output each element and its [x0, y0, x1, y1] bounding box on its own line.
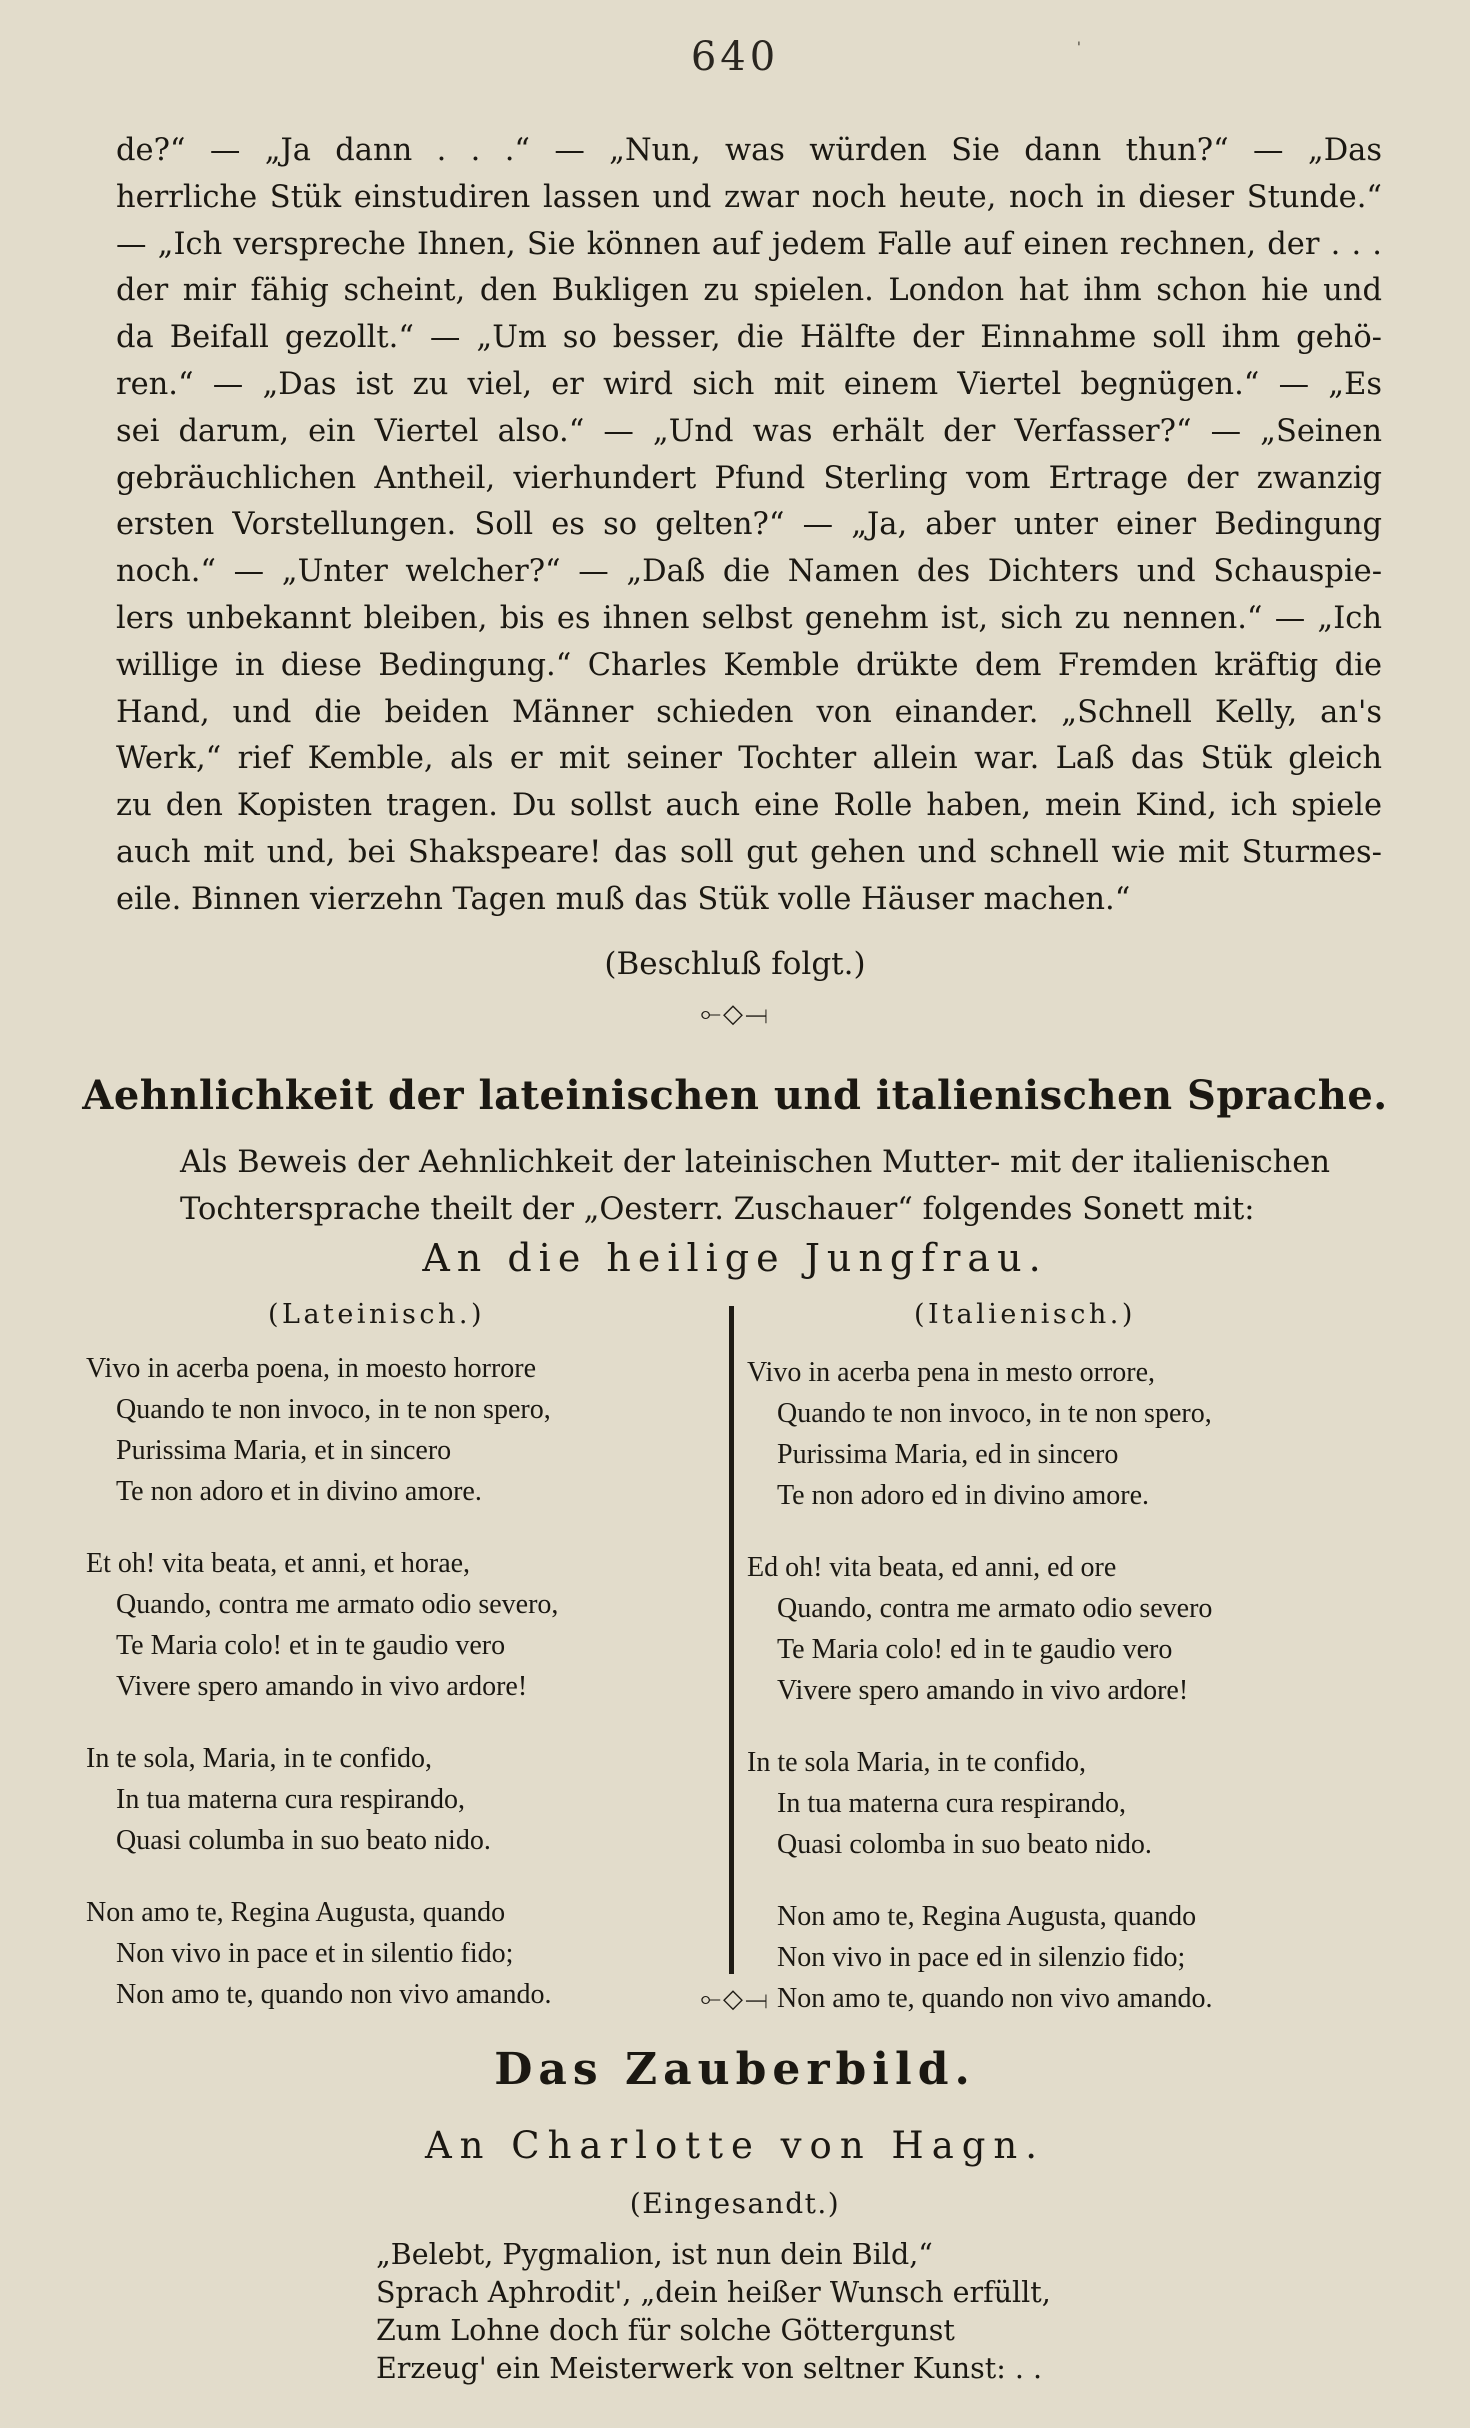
verse-line: Quando te non invoco, in te non spero,	[777, 1398, 1212, 1429]
stanza	[86, 1543, 722, 1707]
stanza	[747, 1742, 1387, 1865]
article-title: Aehnlichkeit der lateinischen und italienischen Sprache.	[82, 1072, 1388, 1119]
verse-line: Quando, contra me armato odio severo	[777, 1593, 1213, 1624]
sonnet-title: An die heilige Jungfrau.	[422, 1236, 1048, 1280]
latin-sonnet	[86, 1348, 722, 2046]
prose-line: der mir fähig scheint, den Bukligen zu spielen. London hat ihm schon hie und	[116, 273, 1382, 309]
ornament-divider-icon: ⟜◇⟞	[700, 999, 770, 1029]
prose-line: gebräuchlichen Antheil, vierhundert Pfund Sterling vom Ertrage der zwanzig	[116, 460, 1382, 496]
intro-line: Als Beweis der Aehnlichkeit der lateinischen Mutter- mit der italienischen	[180, 1145, 1330, 1180]
poem-verse	[376, 2236, 1051, 2388]
verse-line: Vivere spero amando in vivo ardore!	[777, 1675, 1189, 1706]
prose-line: Werk,“ rief Kemble, als er mit seiner Tochter allein war. Laß das Stük gleich	[116, 741, 1382, 777]
poem-title: Das Zauberbild.	[494, 2044, 976, 2095]
verse-line: Quasi columba in suo beato nido.	[116, 1825, 491, 1856]
verse-line: Vivere spero amando in vivo ardore!	[116, 1671, 528, 1702]
verse-line: Purissima Maria, et in sincero	[116, 1435, 452, 1466]
prose-line: noch.“ — „Unter welcher?“ — „Daß die Namen des Dichters und Schauspie-	[116, 554, 1382, 590]
latin-column-heading: (Lateinisch.)	[268, 1299, 486, 1330]
verse-line: Non vivo in pace et in silentio fido;	[116, 1938, 514, 1969]
verse-line: Zum Lohne doch für solche Göttergunst	[376, 2314, 955, 2347]
prose-line: sei darum, ein Viertel also.“ — „Und was erhält der Verfasser?“ — „Seinen	[116, 413, 1382, 449]
verse-line: Vivo in acerba poena, in moesto horrore	[86, 1353, 537, 1384]
prose-line: herrliche Stük einstudiren lassen und zwar noch heute, noch in dieser Stunde.“	[116, 179, 1382, 215]
verse-line: Sprach Aphrodit', „dein heißer Wunsch erfüllt,	[376, 2276, 1051, 2309]
page-number: 640	[690, 34, 780, 80]
verse-line: Non amo te, Regina Augusta, quando	[777, 1901, 1197, 1932]
verse-line: In tua materna cura respirando,	[777, 1788, 1127, 1819]
story-continuation-text	[116, 128, 1382, 924]
verse-line: Te Maria colo! ed in te gaudio vero	[777, 1634, 1173, 1665]
verse-line: In te sola Maria, in te confido,	[747, 1747, 1087, 1778]
stanza	[86, 1738, 722, 1861]
verse-line: Purissima Maria, ed in sincero	[777, 1439, 1119, 1470]
poem-dedication: An Charlotte von Hagn.	[424, 2124, 1046, 2167]
verse-line: Non vivo in pace ed in silenzio fido;	[777, 1942, 1186, 1973]
submitted-note: (Eingesandt.)	[629, 2187, 841, 2220]
prose-line: — „Ich verspreche Ihnen, Sie können auf jedem Falle auf einen rechnen, der . . .	[116, 226, 1382, 262]
intro-line: Tochtersprache theilt der „Oesterr. Zuschauer“ folgendes Sonett mit:	[180, 1191, 1255, 1227]
verse-line: Quasi colomba in suo beato nido.	[777, 1829, 1152, 1860]
prose-line: ren.“ — „Das ist zu viel, er wird sich mit einem Viertel begnügen.“ — „Es	[116, 366, 1382, 402]
verse-line: In tua materna cura respirando,	[116, 1784, 466, 1815]
verse-line: Et oh! vita beata, et anni, et horae,	[86, 1548, 471, 1579]
prose-line: willige in diese Bedingung.“ Charles Kemble drükte dem Fremden kräftig die	[116, 647, 1382, 683]
prose-line: lers unbekannt bleiben, bis es ihnen selbst genehm ist, sich zu nennen.“ — „Ich	[116, 600, 1382, 636]
verse-line: Te Maria colo! et in te gaudio vero	[116, 1630, 506, 1661]
prose-line: da Beifall gezollt.“ — „Um so besser, die Hälfte der Einnahme soll ihm gehö-	[116, 320, 1382, 356]
article-intro	[180, 1140, 1330, 1234]
print-speck: '	[1077, 40, 1081, 56]
stanza	[86, 1348, 722, 1512]
verse-line: Te non adoro ed in divino amore.	[777, 1480, 1150, 1511]
prose-line: de?“ — „Ja dann . . .“ — „Nun, was würden Sie dann thun?“ — „Das	[116, 133, 1382, 168]
verse-line: Te non adoro et in divino amore.	[116, 1476, 482, 1507]
prose-line: zu den Kopisten tragen. Du sollst auch eine Rolle haben, mein Kind, ich spiele	[116, 788, 1382, 824]
verse-line: Non amo te, quando non vivo amando.	[116, 1979, 552, 2010]
ornament-divider-icon: ⟜◇⟞	[700, 1984, 770, 2014]
verse-line: Non amo te, Regina Augusta, quando	[86, 1897, 506, 1928]
stanza	[747, 1547, 1387, 1711]
verse-line: Ed oh! vita beata, ed anni, ed ore	[747, 1552, 1117, 1583]
italian-column-heading: (Italienisch.)	[914, 1299, 1136, 1330]
column-divider	[729, 1306, 734, 1974]
verse-line: Non amo te, quando non vivo amando.	[777, 1983, 1213, 2014]
prose-line: auch mit und, bei Shakspeare! das soll gut gehen und schnell wie mit Sturmes-	[116, 834, 1382, 870]
verse-line: In te sola, Maria, in te confido,	[86, 1743, 433, 1774]
italian-sonnet	[747, 1352, 1387, 2050]
prose-line: Hand, und die beiden Männer schieden von einander. „Schnell Kelly, an's	[116, 694, 1382, 730]
verse-line: „Belebt, Pygmalion, ist nun dein Bild,“	[376, 2238, 933, 2271]
prose-line: eile. Binnen vierzehn Tagen muß das Stük volle Häuser machen.“	[116, 881, 1131, 917]
verse-line: Erzeug' ein Meisterwerk von seltner Kunst: . .	[376, 2352, 1043, 2385]
verse-line: Quando te non invoco, in te non spero,	[116, 1394, 551, 1425]
verse-line: Quando, contra me armato odio severo,	[116, 1589, 559, 1620]
stanza	[747, 1352, 1387, 1516]
prose-line: ersten Vorstellungen. Soll es so gelten?“ — „Ja, aber unter einer Bedingung	[116, 507, 1382, 543]
verse-line: Vivo in acerba pena in mesto orrore,	[747, 1357, 1156, 1388]
continuation-note: (Beschluß folgt.)	[604, 946, 866, 982]
